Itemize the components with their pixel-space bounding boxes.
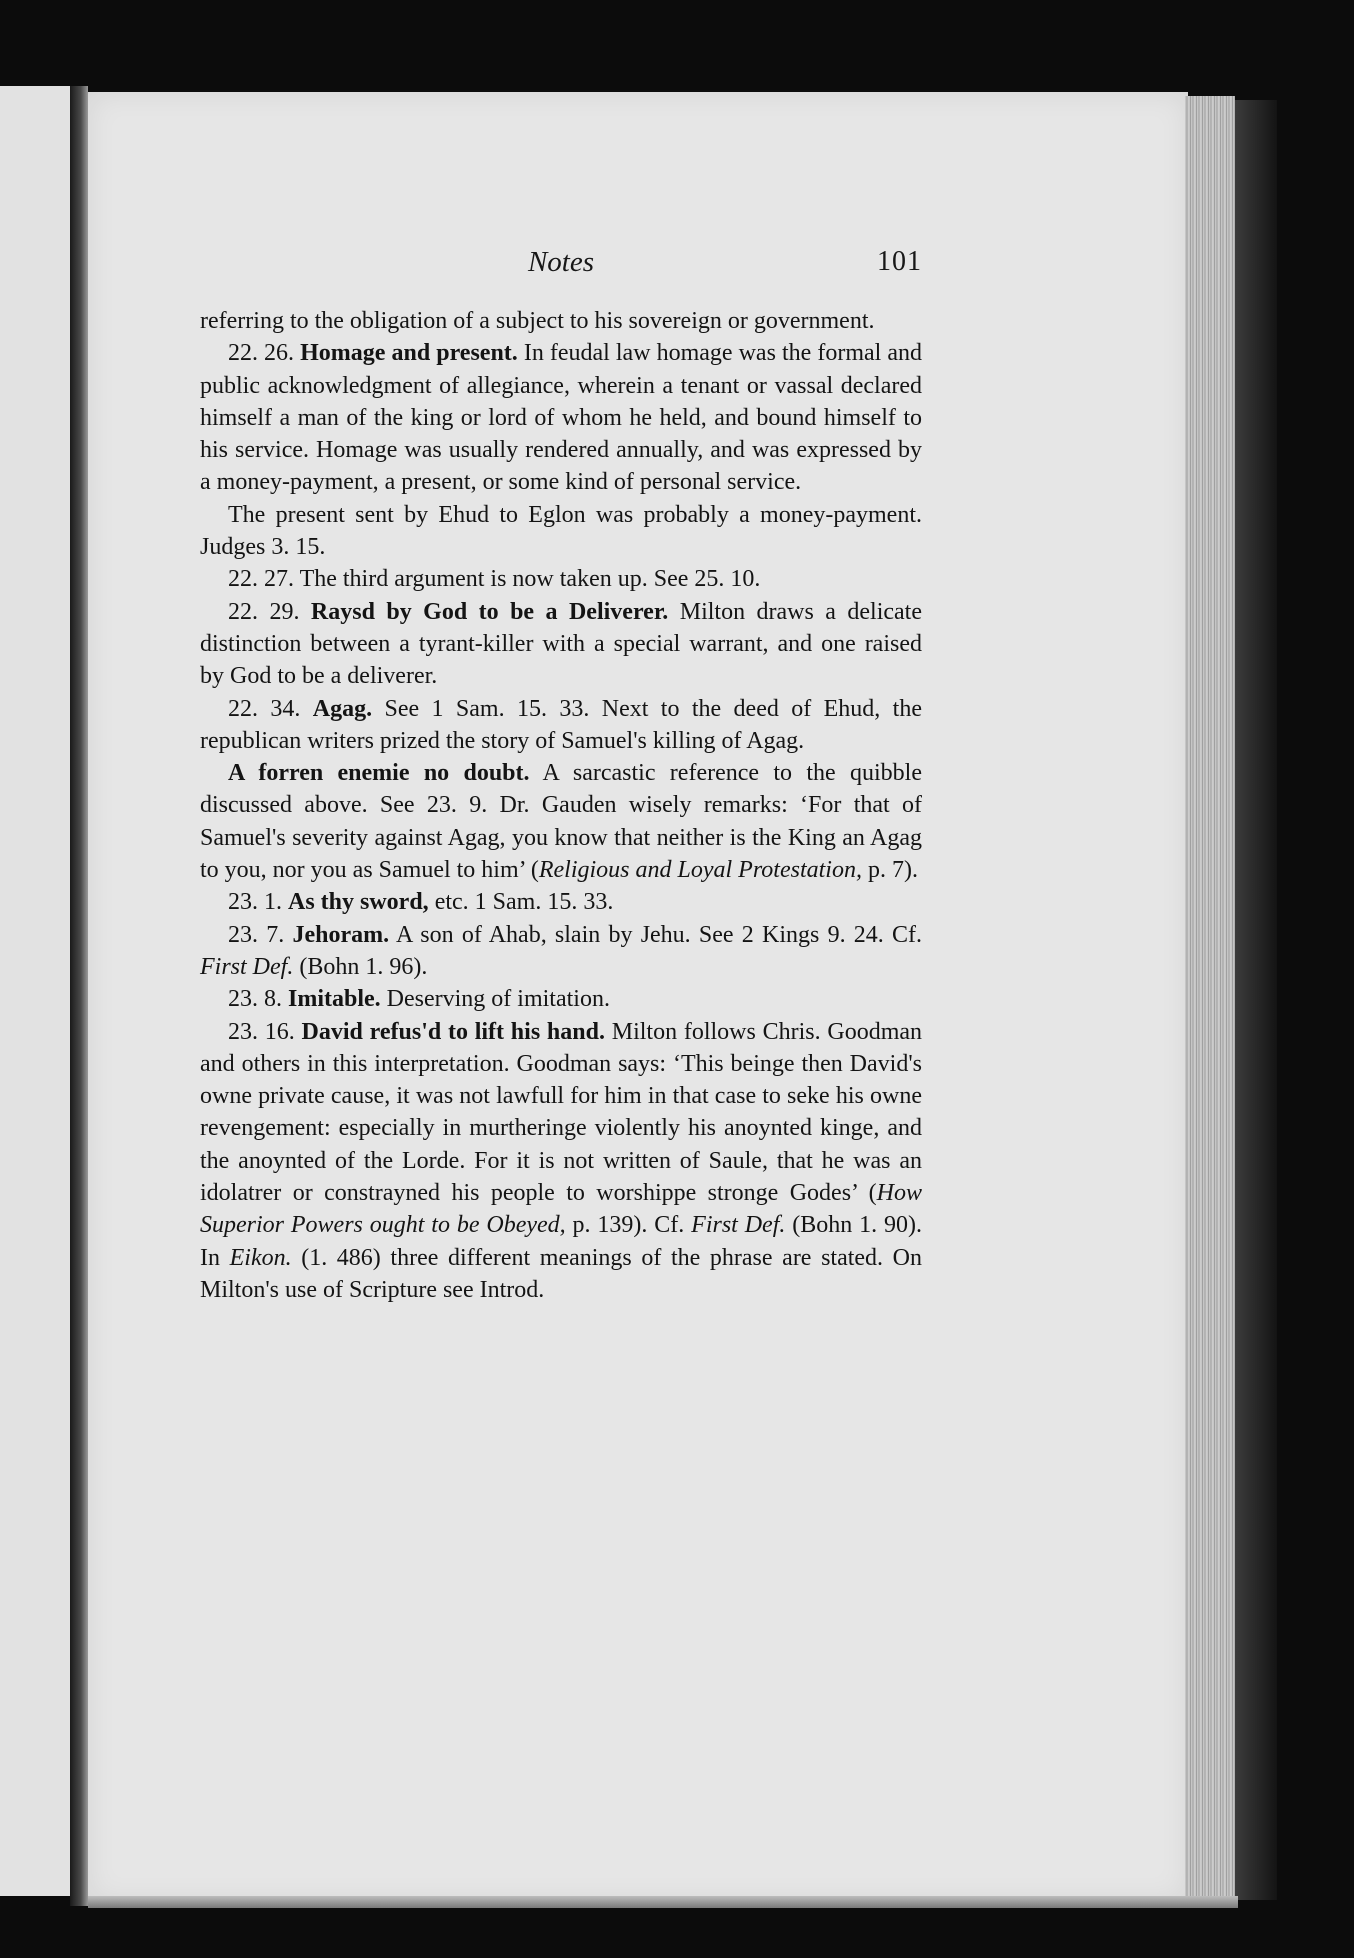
- note-text: See 1 Sam. 15. 33. Next to the deed of Ehud, the republican writers prized the story of Samuel's killing of Agag.: [200, 695, 922, 754]
- work-title: Religious and Loyal Protestation,: [538, 857, 862, 884]
- notes-body: [200, 305, 922, 1306]
- note: [200, 919, 922, 984]
- paragraph-text: The present sent by Ehud to Eglon was probably a money-payment. Judges 3. 15.: [200, 501, 922, 561]
- work-title: First Def.: [200, 953, 294, 980]
- note-lemma: Agag.: [312, 695, 373, 722]
- book-cover-edge: [1235, 100, 1277, 1900]
- note: [200, 1016, 922, 1307]
- page-block-edge: [1185, 96, 1235, 1902]
- note-text: A son of Ahab, slain by Jehu. See 2 Kings 9. 24. Cf.: [389, 921, 923, 948]
- note-lemma: Jehoram.: [292, 921, 390, 948]
- page-number: 101: [877, 246, 922, 277]
- page-bottom-edge: [88, 1896, 1238, 1908]
- note-lemma: Raysd by God to be a Deliverer.: [310, 598, 669, 625]
- note-reference: 23. 16.: [228, 1018, 295, 1045]
- note-reference: 22. 34.: [228, 695, 301, 722]
- note-lemma: A forren enemie no doubt.: [228, 760, 530, 787]
- note-lemma: Imitable.: [288, 986, 381, 1013]
- note-reference: 22. 26.: [228, 340, 295, 367]
- paragraph: [200, 305, 922, 337]
- work-title: Eikon.: [229, 1244, 292, 1271]
- note-text: A sarcastic reference to the quibble discussed above. See 23. 9. Dr. Gauden wisely remarks: ‘For that of Samuel's severity against Agag, you know that neither is the King an Agag to you, nor you as Samuel to him’ (: [200, 760, 923, 884]
- running-head-title: Notes: [527, 246, 595, 278]
- note-text: Deserving of imitation.: [380, 986, 610, 1013]
- note-text-tail: p. 7).: [861, 857, 918, 884]
- note: [200, 563, 922, 595]
- note-reference: 23. 8.: [228, 986, 282, 1013]
- note-text: The third argument is now taken up. See 25. 10.: [294, 566, 761, 593]
- note-lemma: As thy sword,: [288, 889, 429, 916]
- note-text: etc. 1 Sam. 15. 33.: [428, 889, 614, 916]
- note: [200, 886, 922, 918]
- note-reference: 22. 29.: [228, 598, 300, 625]
- work-title: How Superior Powers ought to be Obeyed,: [200, 1180, 922, 1239]
- note: [200, 693, 922, 758]
- note-reference: 23. 7.: [228, 921, 285, 948]
- paragraph-text: referring to the obligation of a subject to his sovereign or government.: [200, 308, 875, 334]
- note: [200, 337, 922, 498]
- note-text: (1. 486) three different meanings of the phrase are stated. On Milton's use of Scripture see Introd.: [200, 1244, 922, 1303]
- book-gutter: [70, 86, 88, 1906]
- running-head: [200, 246, 922, 286]
- note-text: p. 139). Cf.: [565, 1212, 692, 1239]
- paragraph: [200, 499, 922, 564]
- note: [200, 983, 922, 1015]
- note-reference: 23. 1.: [228, 889, 282, 916]
- work-title: First Def.: [691, 1212, 786, 1239]
- facing-page-edge: [0, 86, 70, 1896]
- note-reference: 22. 27.: [228, 566, 294, 593]
- note-text: In feudal law homage was the formal and public acknowledgment of allegiance, wherein a tenant or vassal declared himself a man of the king or lord of whom he held, and bound himself to his service. Homage was usually rendered annually, and was expressed by a money-payment, a present, or some kind of personal service.: [200, 340, 923, 496]
- note: [200, 757, 922, 886]
- note-text-tail: (Bohn 1. 96).: [293, 953, 428, 980]
- note-text: Milton draws a delicate distinction between a tyrant-killer with a special warrant, and one raised by God to be a deliverer.: [200, 598, 923, 690]
- note-lemma: Homage and present.: [300, 340, 518, 367]
- note-lemma: David refus'd to lift his hand.: [301, 1018, 605, 1045]
- note: [200, 596, 922, 693]
- note-text: (Bohn 1. 90). In: [200, 1212, 923, 1271]
- note-text: Milton follows Chris. Goodman and others in this interpretation. Goodman says: ‘This beinge then David's owne private cause, it was not lawfull for him in that case to seke his owne revengement: especially in murtheringe violently his anoynted kinge, and the anoynted of the Lorde. For it is not written of Saule, that he was an idolatrer or constrayned his people to worshippe stronge Godes’ (: [200, 1018, 923, 1207]
